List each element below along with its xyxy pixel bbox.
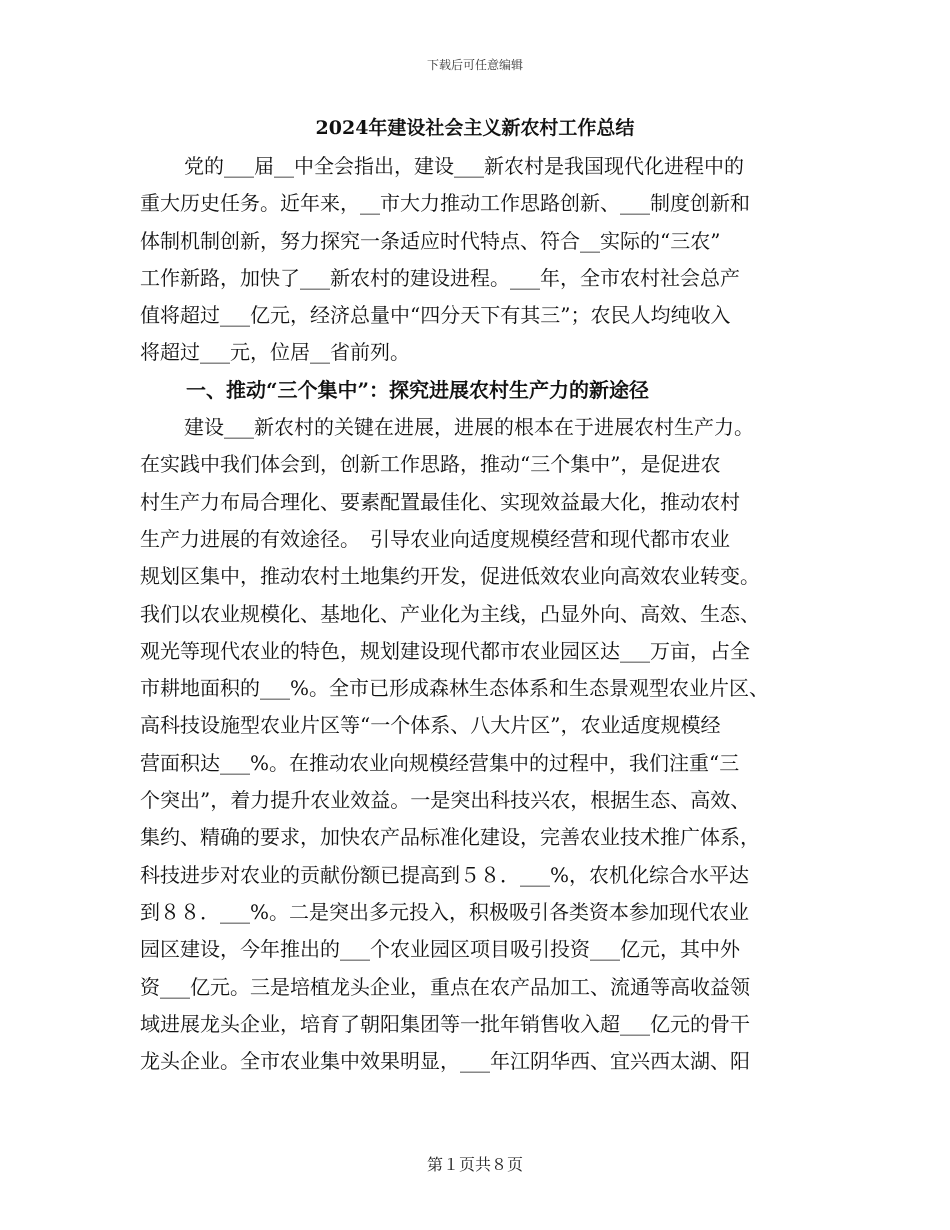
paragraph-line: 重大历史任务。近年来，__市大力推动工作思路创新、___制度创新和 [140, 191, 750, 216]
paragraph-line: 党的___届__中全会指出，建设___新农村是我国现代化进程中的 [184, 154, 744, 178]
paragraph-line [140, 1080, 820, 1117]
paragraph-line: 工作新路，加快了___新农村的建设进程。___年，全市农村社会总产 [140, 265, 740, 290]
paragraph-line: 我们以农业规模化、基地化、产业化为主线，凸显外向、高效、生态、 [140, 601, 760, 626]
paragraph-line: 观光等现代农业的特色，规划建设现代都市农业园区达___万亩，占全 [140, 638, 750, 663]
page-number: 第１页共８页 [426, 1155, 523, 1174]
paragraph-line: 市耕地面积的___%。全市已形成森林生态体系和生态景观型农业片区、 [140, 676, 770, 701]
paragraph-line: 建设___新农村的关键在进展，进展的根本在于进展农村生产力。 [184, 415, 754, 440]
page-header-note: 下载后可任意编辑 [426, 58, 523, 72]
paragraph-line: 资___亿元。三是培植龙头企业，重点在农产品加工、流通等高收益领 [140, 974, 750, 999]
paragraph-line: 体制机制创新，努力探究一条适应时代特点、符合__实际的“三农” [140, 228, 721, 253]
paragraph-line: 到８８．___%。二是突出多元投入，积极吸引各类资本参加现代农业 [140, 899, 750, 924]
paragraph-line: 营面积达___%。在推动农业向规模经营集中的过程中，我们注重“三 [140, 750, 740, 775]
paragraph-line: 在实践中我们体会到，创新工作思路，推动“三个集中”，是促进农 [140, 452, 721, 477]
paragraph-line: 个突出”，着力提升农业效益。一是突出科技兴农，根据生态、高效、 [140, 788, 751, 813]
paragraph-line: 科技进步对农业的贡献份额已提高到５８．___%，农机化综合水平达 [140, 862, 750, 887]
paragraph-line: 村生产力布局合理化、要素配置最佳化、实现效益最大化，推动农村 [140, 489, 740, 514]
paragraph-line: 将超过___元，位居__省前列。 [140, 340, 410, 365]
document-title: 2024年建设社会主义新农村工作总结 [315, 117, 635, 139]
paragraph-line: 域进展龙头企业，培育了朝阳集团等一批年销售收入超___亿元的骨干 [140, 1011, 750, 1036]
section-heading: 一、推动“三个集中”：探究进展农村生产力的新途径 [186, 377, 650, 402]
paragraph-line: 高科技设施型农业片区等“一个体系、八大片区”，农业适度规模经 [140, 713, 721, 738]
paragraph-line: 规划区集中，推动农村土地集约开发，促进低效农业向高效农业转变。 [140, 564, 760, 589]
paragraph-line: 园区建设，今年推出的___个农业园区项目吸引投资___亿元，其中外 [140, 937, 740, 962]
paragraph-line: 集约、精确的要求，加快农产品标准化建设，完善农业技术推广体系， [140, 825, 760, 850]
paragraph-line: 生产力进展的有效途径。 引导农业向适度规模经营和现代都市农业 [140, 526, 730, 551]
paragraph-line: 龙头企业。全市农业集中效果明显，___年江阴华西、宜兴西太湖、阳 [140, 1049, 750, 1074]
paragraph-line: 值将超过___亿元，经济总量中“四分天下有其三”；农民人均纯收入 [140, 303, 731, 328]
document-body [140, 108, 820, 1118]
